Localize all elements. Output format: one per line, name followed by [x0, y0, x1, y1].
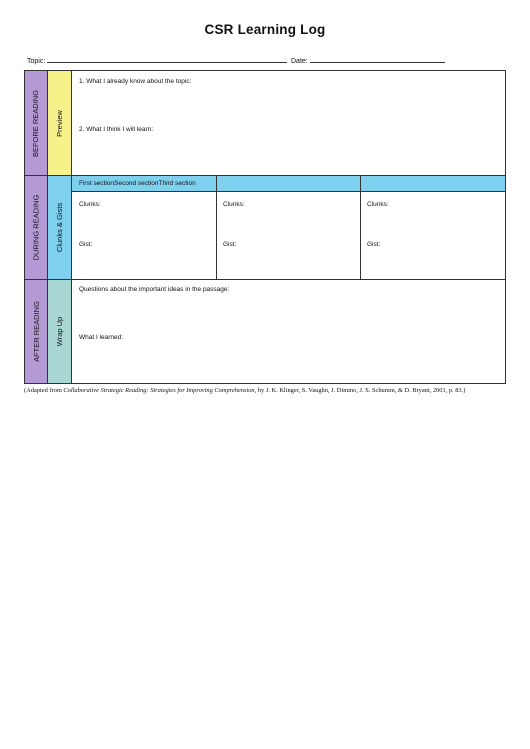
- after-reading-label-cell: [25, 280, 48, 383]
- clunks-gists-label-cell: [48, 176, 72, 279]
- date-field[interactable]: [291, 55, 445, 65]
- gist-label: Gist:: [367, 241, 381, 248]
- before-reading-label: BEFORE READING: [31, 89, 41, 157]
- predict-learning-prompt: 2. What I think I will learn:: [79, 126, 154, 133]
- clunks-gists-label: Clunks & Gists: [55, 202, 64, 253]
- date-input-line[interactable]: [310, 55, 445, 63]
- clunks-label: Clunks:: [367, 201, 389, 208]
- after-reading-label: AFTER READING: [31, 301, 41, 362]
- clunks-label: Clunks:: [79, 201, 101, 208]
- questions-prompt: Questions about the important ideas in the passage:: [79, 286, 230, 293]
- prior-knowledge-prompt: 1. What I already know about the topic:: [79, 78, 192, 85]
- preview-label: Preview: [55, 109, 64, 137]
- gist-label: Gist:: [223, 241, 237, 248]
- citation-authors: , by J. K. Klinger, S. Vaughn, J. Dimino, J. S. Schumm, & D. Bryant, 2001, p. 83.): [254, 387, 466, 394]
- after-reading-section: [25, 280, 505, 383]
- date-label: Date:: [291, 58, 308, 65]
- learning-log-table: [24, 70, 506, 384]
- page-title: CSR Learning Log: [204, 22, 326, 37]
- after-reading-content[interactable]: [72, 280, 505, 383]
- during-reading-label: DURING READING: [31, 194, 41, 261]
- before-reading-section: [25, 71, 505, 176]
- before-reading-label-cell: [25, 71, 48, 175]
- column-divider: [216, 176, 217, 279]
- during-reading-label-cell: [25, 176, 48, 279]
- preview-label-cell: [48, 71, 72, 175]
- what-i-learned-prompt: What I learned:: [79, 334, 124, 341]
- gist-label: Gist:: [79, 241, 93, 248]
- topic-label: Topic:: [27, 58, 46, 65]
- source-citation: [24, 387, 465, 394]
- wrap-up-label: Wrap Up: [55, 316, 64, 347]
- during-reading-section: [25, 176, 505, 280]
- topic-field[interactable]: [27, 55, 287, 65]
- before-reading-content[interactable]: [72, 71, 505, 175]
- citation-prefix: (Adapted from: [24, 387, 64, 394]
- column-divider: [360, 176, 361, 279]
- section-column-header-text: First sectionSecond sectionThird section: [79, 180, 196, 187]
- topic-input-line[interactable]: [47, 55, 287, 63]
- clunks-label: Clunks:: [223, 201, 245, 208]
- during-reading-content: [72, 176, 505, 279]
- citation-source-title: Collaborative Strategic Reading: Strategies for Improving Comprehension: [63, 387, 255, 394]
- wrap-up-label-cell: [48, 280, 72, 383]
